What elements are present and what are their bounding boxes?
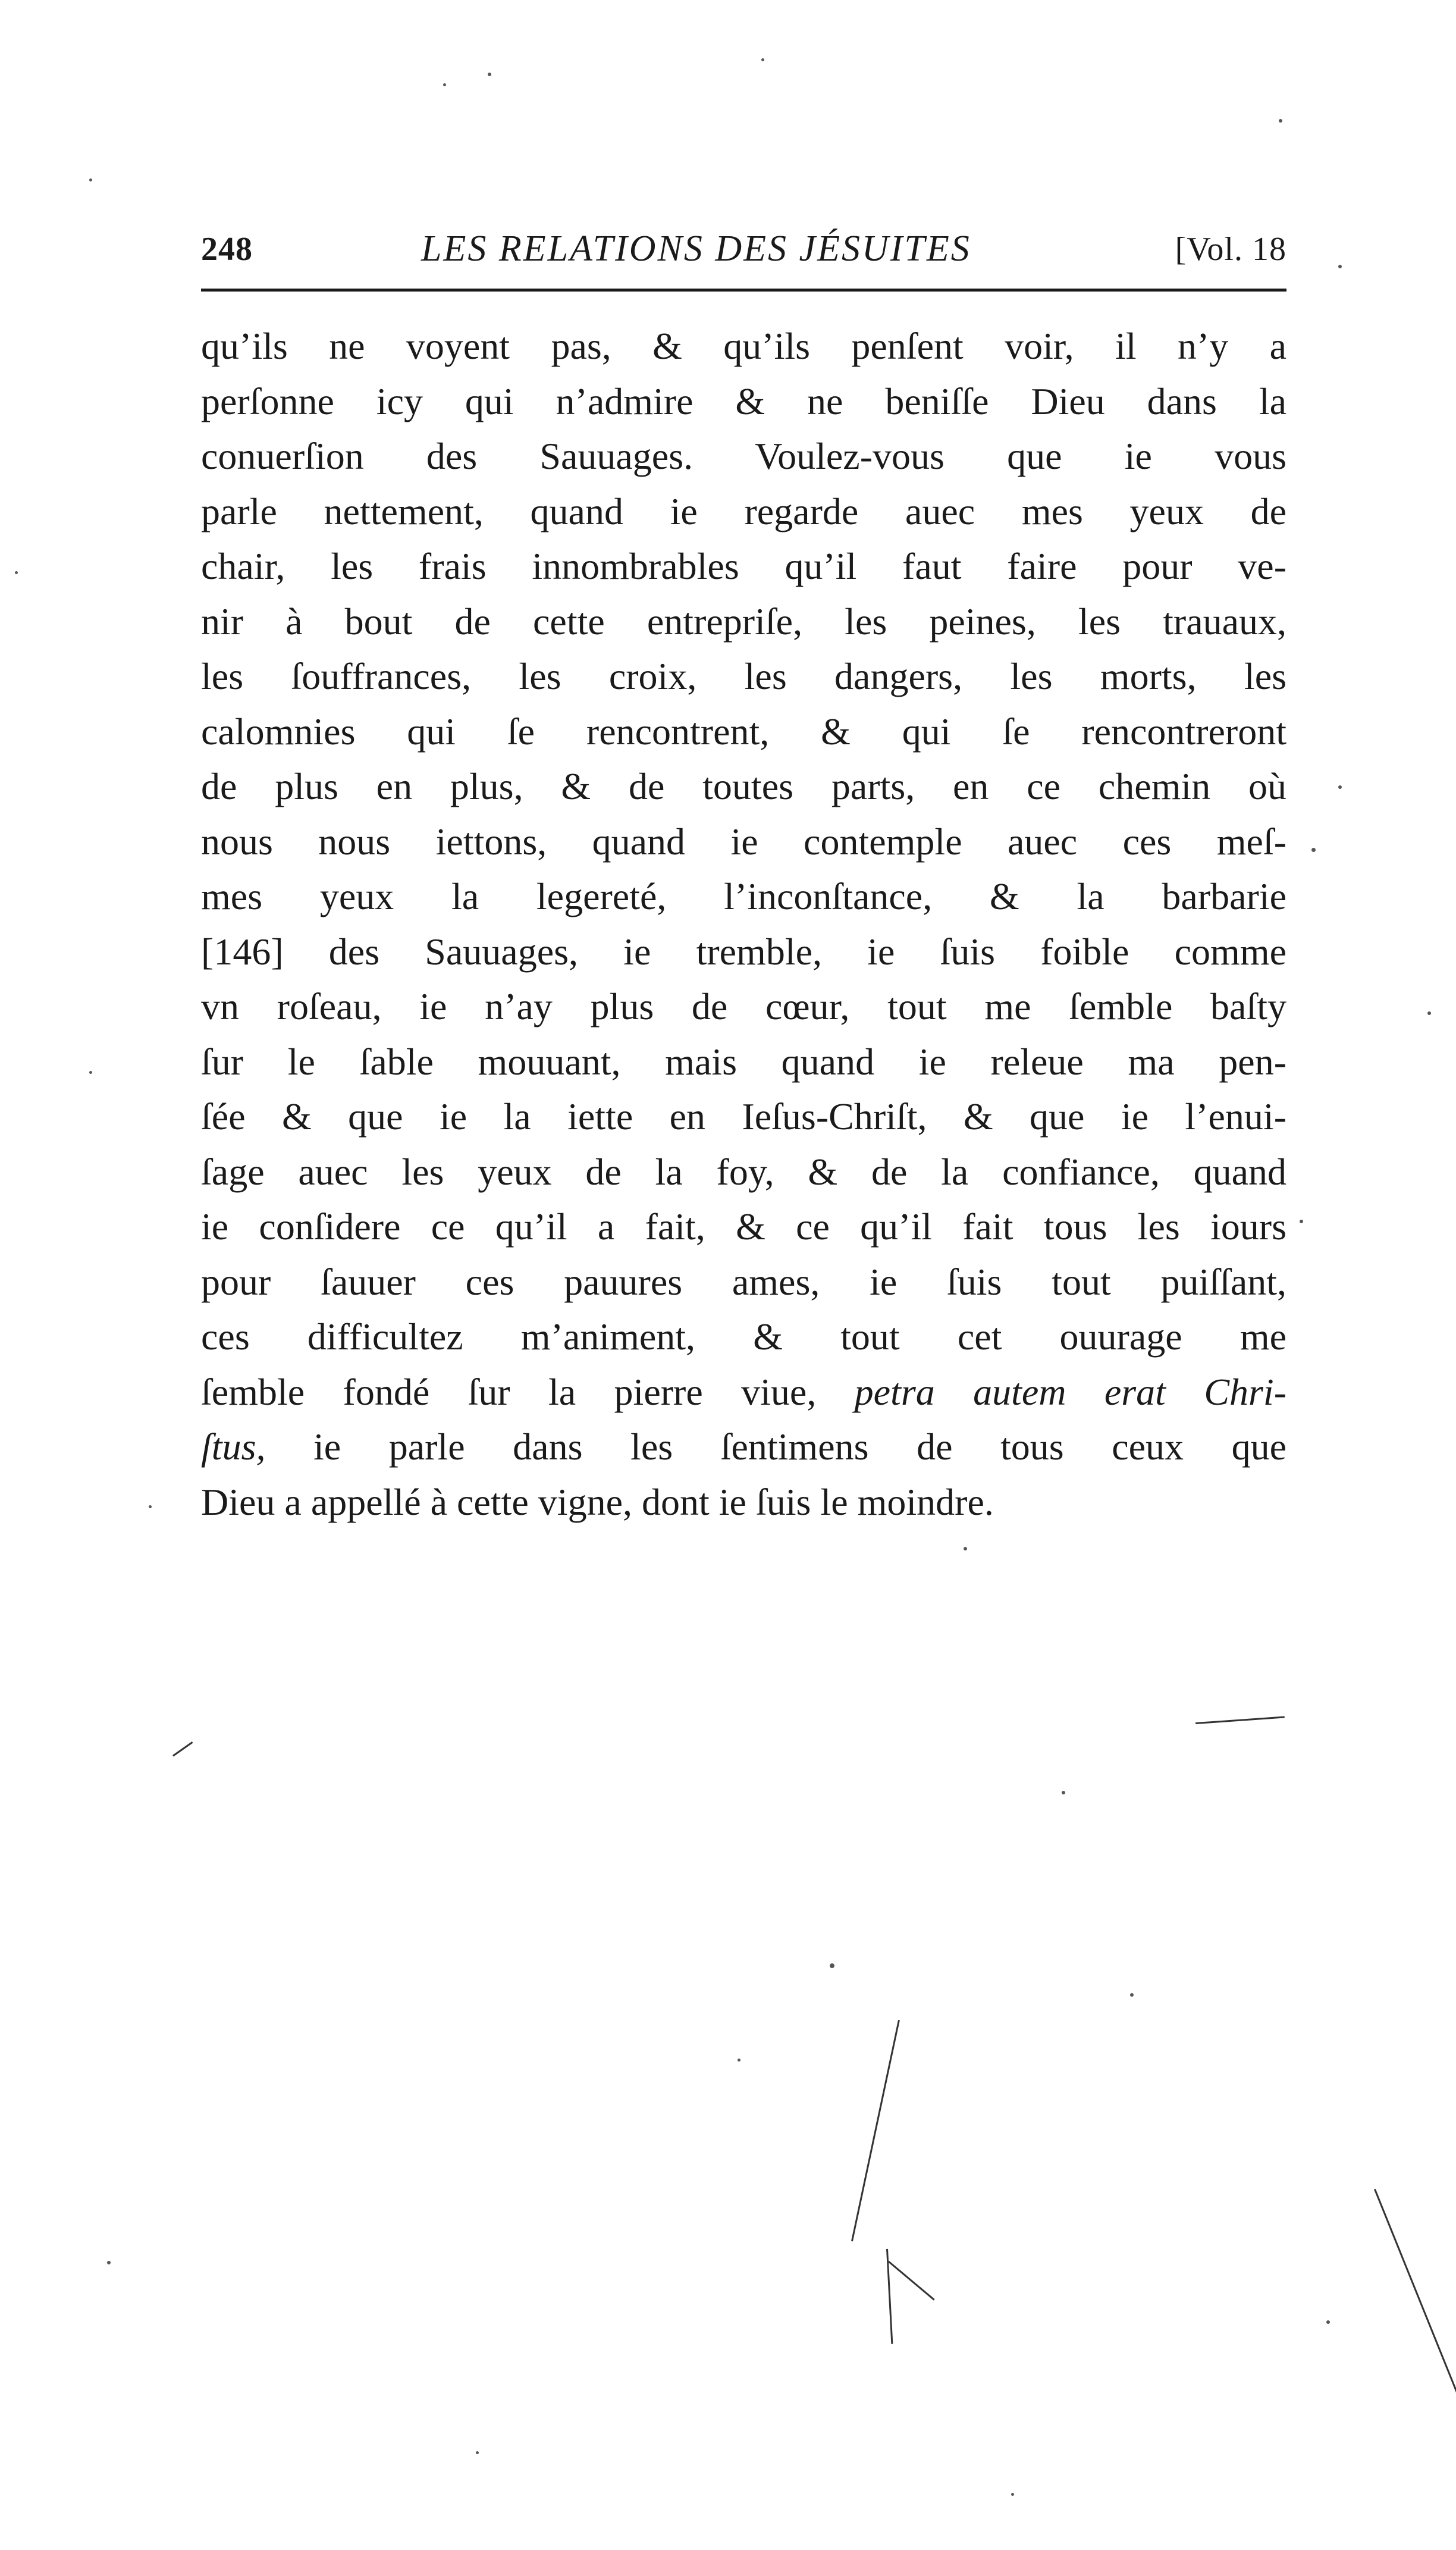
text-line: [146] des Sauuages, ie tremble, ie ſuis foible comme <box>201 930 1286 973</box>
scan-speck <box>964 1547 967 1550</box>
text-line: ie conſidere ce qu’il a fait, & ce qu’il fait tous les iours <box>201 1205 1286 1248</box>
text-line: conuerſion des Sauuages. Voulez-vous que ie vous <box>201 435 1286 477</box>
text-line: pour ſauuer ces pauures ames, ie ſuis tout puiſſant, <box>201 1260 1286 1303</box>
text-line: les ſouffrances, les croix, les dangers, les morts, les <box>201 655 1286 697</box>
text-line: calomnies qui ſe rencontrent, & qui ſe rencontreront <box>201 710 1286 753</box>
scan-speck <box>1011 2493 1014 2496</box>
text-line: perſonne icy qui n’admire & ne beniſſe Dieu dans la <box>201 380 1286 422</box>
scan-speck <box>1062 1791 1065 1794</box>
text-segment: ie parle dans les ſentimens de tous ceux que <box>265 1426 1286 1468</box>
scan-scratch <box>1195 1716 1285 1724</box>
scan-speck <box>1338 265 1342 268</box>
text-line <box>201 1365 1286 1420</box>
scan-speck <box>1311 848 1316 852</box>
text-line: ces difficultez m’animent, & tout cet ouurage me <box>201 1315 1286 1358</box>
text-line: qu’ils ne voyent pas, & qu’ils penſent voir, il n’y a <box>201 325 1286 367</box>
scan-speck <box>761 58 764 61</box>
scan-scratch <box>172 1741 193 1756</box>
page-number: 248 <box>201 231 253 268</box>
scan-speck <box>1338 785 1342 789</box>
latin-quote: petra autem erat Chri- <box>854 1370 1287 1413</box>
body-text <box>201 319 1286 1530</box>
text-line: chair, les frais innombrables qu’il faut faire pour ve- <box>201 545 1286 587</box>
text-line: ſage auec les yeux de la foy, & de la confiance, quand <box>201 1150 1286 1193</box>
text-segment: ſemble fondé ſur la pierre viue, <box>201 1370 855 1413</box>
text-line: ſur le ſable mouuant, mais quand ie releue ma pen- <box>201 1040 1286 1083</box>
scan-speck <box>1130 1993 1134 1997</box>
scan-scratch <box>888 2261 935 2301</box>
scan-speck <box>15 571 18 574</box>
scan-scratch <box>851 2020 900 2241</box>
text-line: Dieu a appellé à cette vigne, dont ie ſuis le moindre. <box>201 1480 994 1523</box>
text-line: nous nous iettons, quand ie contemple auec ces meſ- <box>201 820 1286 863</box>
running-title: LES RELATIONS DES JÉSUITES <box>421 228 971 269</box>
text-line: de plus en plus, & de toutes parts, en ce chemin où <box>201 765 1286 807</box>
scan-speck <box>443 83 446 86</box>
text-line: parle nettement, quand ie regarde auec mes yeux de <box>201 490 1286 532</box>
text-line: mes yeux la legereté, l’inconſtance, & la barbarie <box>201 875 1286 917</box>
header-rule <box>201 289 1286 292</box>
text-line: vn roſeau, ie n’ay plus de cœur, tout me ſemble baſty <box>201 985 1286 1027</box>
text-line: ſée & que ie la iette en Ieſus-Chriſt, & que ie l’enui- <box>201 1095 1286 1138</box>
running-head <box>201 223 1286 283</box>
scan-speck <box>1427 1011 1431 1015</box>
scan-speck <box>89 1071 92 1074</box>
volume-label: [Vol. 18 <box>1175 231 1286 268</box>
scan-speck <box>1279 119 1282 123</box>
scan-scratch <box>1374 2189 1456 2394</box>
latin-quote: ſtus, <box>201 1426 266 1468</box>
scan-speck <box>1326 2320 1330 2324</box>
scan-speck <box>488 73 491 76</box>
scan-speck <box>1300 1220 1303 1223</box>
text-line: nir à bout de cette entrepriſe, les peines, les trauaux, <box>201 600 1286 643</box>
scan-speck <box>738 2059 740 2062</box>
scan-speck <box>476 2451 479 2454</box>
scan-speck <box>89 178 92 181</box>
scan-speck <box>107 2261 111 2264</box>
scan-speck <box>830 1963 834 1968</box>
scan-speck <box>149 1505 152 1508</box>
text-line <box>201 1420 1286 1475</box>
